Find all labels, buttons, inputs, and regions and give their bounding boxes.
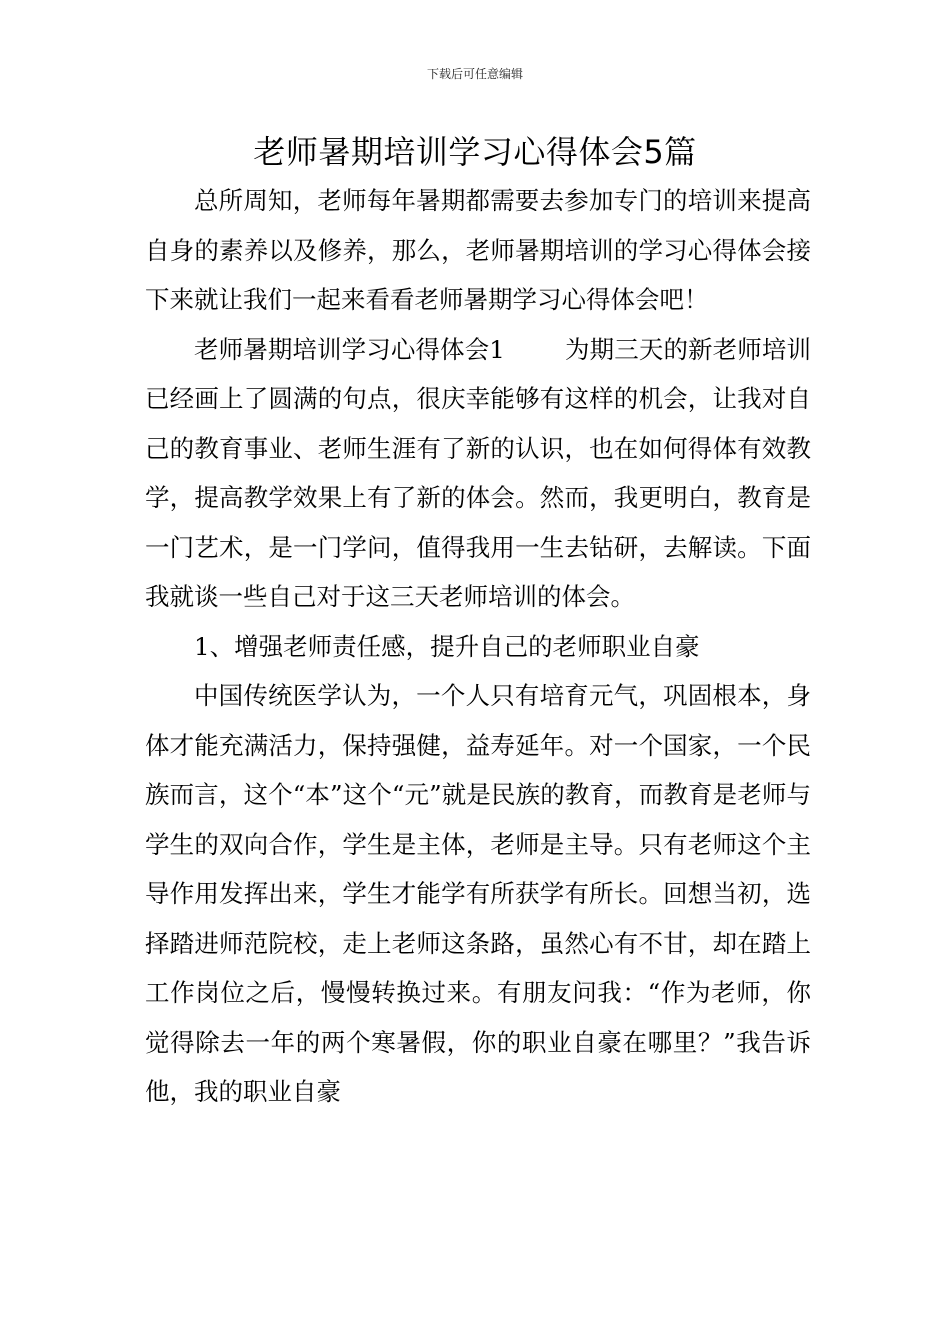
section1-text: 为期三天的新老师培训已经画上了圆满的句点，很庆幸能够有这样的机会，让我对自己的教育事业、老师生涯有了新的认识，也在如何得体有效教学，提高教学效果上有了新的体会。然而，我更明白，教育是一门艺术，是一门学问，值得我用一生去钻研，去解读。下面我就谈一些自己对于这三天老师培训的体会。	[145, 334, 811, 611]
point1-heading: 1、增强老师责任感，提升自己的老师职业自豪	[194, 631, 700, 661]
point1-paragraph: 中国传统医学认为，一个人只有培育元气，巩固根本，身体才能充满活力，保持强健，益寿延年。对一个国家，一个民族而言，这个“本”这个“元”就是民族的教育，而教育是老师与学生的双向合作，学生是主体，老师是主导。只有老师这个主导作用发挥出来，学生才能学有所获学有所长。回想当初，选择踏进师范院校，走上老师这条路，虽然心有不甘，却在踏上工作岗位之后，慢慢转换过来。有朋友问我：“作为老师，你觉得除去一年的两个寒暑假，你的职业自豪在哪里？”我告诉他，我的职业自豪	[145, 681, 811, 1106]
page-header-note: 下载后可任意编辑	[426, 67, 523, 81]
document-title: 老师暑期培训学习心得体会5篇	[253, 133, 697, 171]
intro-paragraph: 总所周知，老师每年暑期都需要去参加专门的培训来提高自身的素养以及修养，那么，老师暑期培训的学习心得体会接下来就让我们一起来看看老师暑期学习心得体会吧！	[145, 186, 811, 314]
section1-paragraph	[145, 325, 811, 622]
section1-heading: 老师暑期培训学习心得体会1	[194, 334, 505, 364]
document-body	[145, 176, 811, 1117]
